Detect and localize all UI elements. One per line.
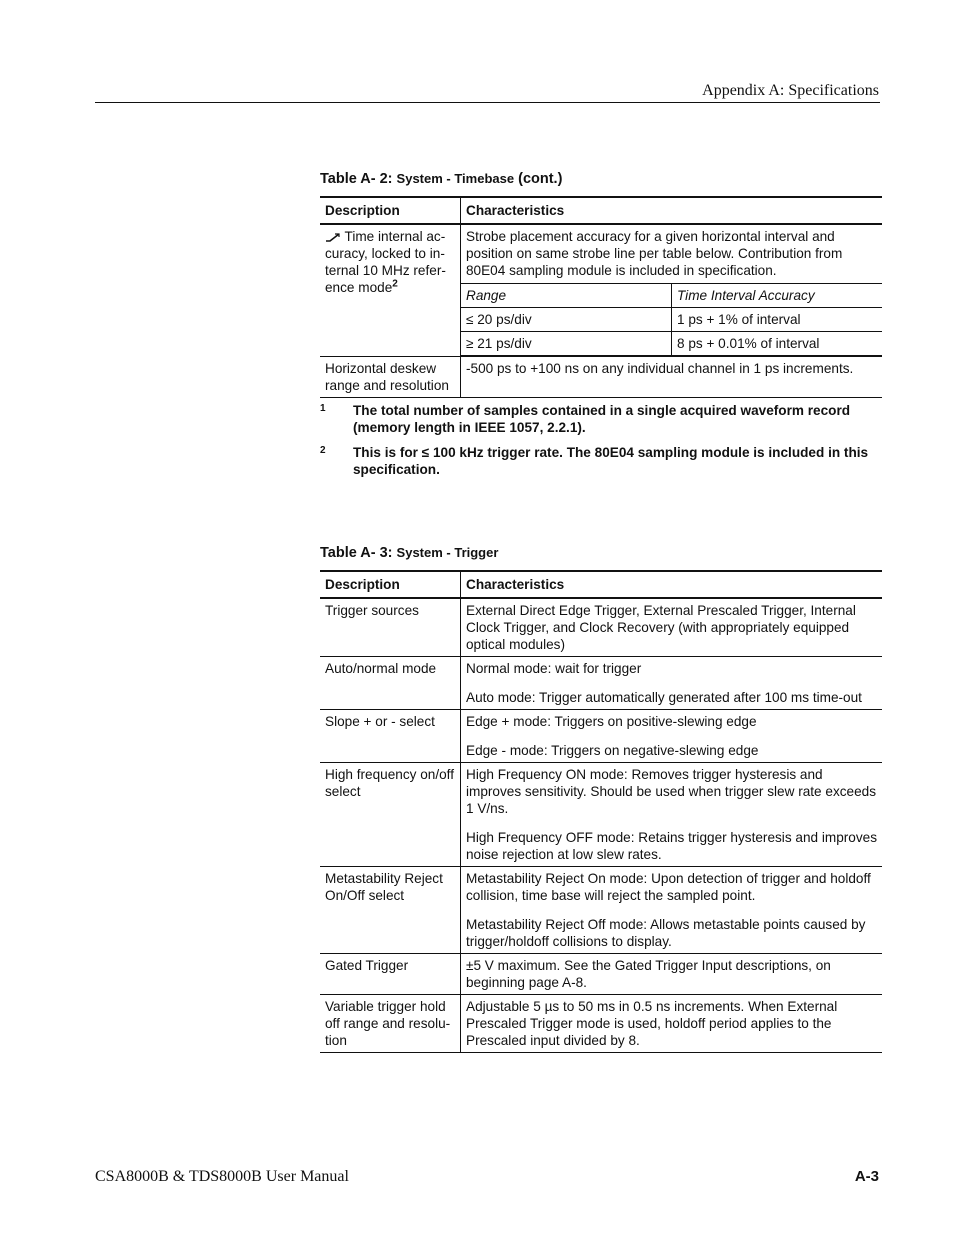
col-description-header: Description (320, 197, 461, 224)
footnote (320, 444, 882, 478)
subtable-header-accuracy: Time Interval Accuracy (672, 284, 883, 308)
footnote-number: 2 (320, 445, 326, 456)
row-description: Slope + or - select (320, 710, 461, 763)
table-row (320, 954, 882, 995)
row-description-text: Time internal ac-curacy, locked to in-ternal 10 MHz refer-ence mode (325, 229, 446, 295)
table-row (320, 357, 882, 398)
table-row (320, 763, 882, 867)
footnote-text: This is for ≤ 100 kHz trigger rate. The 80E04 sampling module is included in this specification. (353, 445, 869, 477)
characteristics-paragraph: Adjustable 5 µs to 50 ms in 0.5 ns increments. When External Prescaled Trigger mode is used, holdoff period applies to the Prescaled input divided by 8. (466, 999, 838, 1048)
row-description (320, 224, 461, 357)
row-characteristics (461, 657, 883, 710)
running-header: Appendix A: Specifications (702, 82, 879, 99)
characteristics-paragraph: High Frequency OFF mode: Retains trigger hysteresis and improves noise rejection at low slew rates. (466, 830, 877, 862)
table-a2-caption-main: System - Timebase (396, 171, 515, 186)
table-row (320, 995, 882, 1053)
table-a3-caption-main: System - Trigger (396, 545, 499, 560)
subtable-accuracy: 1 ps + 1% of interval (672, 308, 883, 332)
subtable-header-range: Range (461, 284, 672, 308)
subtable-row (461, 308, 882, 332)
footnote (320, 402, 882, 436)
row-description: Auto/normal mode (320, 657, 461, 710)
table-a2-caption-suffix: (cont.) (518, 171, 563, 187)
row-characteristics: -500 ps to +100 ns on any individual channel in 1 ps increments. (461, 357, 883, 398)
characteristics-paragraph: High Frequency ON mode: Removes trigger hysteresis and improves sensitivity. Should be used when trigger slew rate exceeds 1 V/ns. (466, 767, 877, 816)
table-a2-caption (320, 170, 882, 188)
characteristics-text: Strobe placement accuracy for a given horizontal interval and position on same strobe line per table below. Contribution from 80E04 sampling module is included in specification. (466, 229, 843, 278)
table-row (320, 710, 882, 763)
footer-manual-title: CSA8000B & TDS8000B User Manual (95, 1168, 349, 1185)
footnote-text: The total number of samples contained in a single acquired waveform record (memory length in IEEE 1057, 2.2.1). (353, 403, 851, 435)
table-row (320, 224, 882, 357)
characteristics-paragraph: Auto mode: Trigger automatically generated after 100 ms time-out (466, 690, 862, 705)
characteristics-paragraph: Metastability Reject On mode: Upon detection of trigger and holdoff collision, time base will reject the sampled point. (466, 871, 871, 903)
characteristics-paragraph: Metastability Reject Off mode: Allows metastable points caused by trigger/holdoff collisions to display. (466, 917, 866, 949)
table-row (320, 657, 882, 710)
table-a2-section (320, 170, 882, 478)
subtable-range: ≥ 21 ps/div (461, 332, 672, 356)
subtable-header-row (461, 284, 882, 308)
rising-edge-icon (325, 232, 341, 242)
table-a2-caption-prefix: Table A- 2: (320, 171, 393, 187)
row-characteristics (461, 224, 883, 357)
row-description: Horizontal deskew range and resolution (320, 357, 461, 398)
row-characteristics (461, 867, 883, 954)
row-characteristics (461, 763, 883, 867)
footnote-ref: 2 (392, 278, 398, 290)
col-characteristics-header: Characteristics (461, 197, 883, 224)
row-description: Gated Trigger (320, 954, 461, 995)
table-a3-caption (320, 544, 882, 562)
table-a3-caption-prefix: Table A- 3: (320, 545, 393, 561)
table-header-row (320, 571, 882, 598)
table-a3 (320, 570, 882, 1053)
table-row (320, 598, 882, 657)
row-characteristics (461, 995, 883, 1053)
subtable-range: ≤ 20 ps/div (461, 308, 672, 332)
row-characteristics (461, 954, 883, 995)
characteristics-paragraph: Edge - mode: Triggers on negative-slewing edge (466, 743, 759, 758)
col-characteristics-header: Characteristics (461, 571, 883, 598)
row-description: Trigger sources (320, 598, 461, 657)
accuracy-subtable (461, 283, 882, 356)
row-characteristics (461, 598, 883, 657)
row-characteristics (461, 710, 883, 763)
col-description-header: Description (320, 571, 461, 598)
footnote-number: 1 (320, 403, 326, 414)
characteristics-paragraph: Edge + mode: Triggers on positive-slewing edge (466, 714, 757, 729)
characteristics-paragraph: Normal mode: wait for trigger (466, 661, 642, 676)
row-description: Metastability Reject On/Off select (320, 867, 461, 954)
table-a2-footnotes (320, 402, 882, 478)
row-description: Variable trigger hold off range and resolu-tion (320, 995, 461, 1053)
table-a2 (320, 196, 882, 398)
footer-page-number: A-3 (854, 1168, 879, 1185)
table-a3-section (320, 544, 882, 1053)
row-description: High frequency on/off select (320, 763, 461, 867)
characteristics-paragraph: External Direct Edge Trigger, External Prescaled Trigger, Internal Clock Trigger, and Clock Recovery (with appropriately equipped optical modules) (466, 603, 856, 652)
subtable-accuracy: 8 ps + 0.01% of interval (672, 332, 883, 356)
table-row (320, 867, 882, 954)
subtable-row (461, 332, 882, 356)
header-rule (95, 102, 880, 103)
characteristics-paragraph: ±5 V maximum. See the Gated Trigger Input descriptions, on beginning page A-8. (466, 958, 831, 990)
table-header-row (320, 197, 882, 224)
